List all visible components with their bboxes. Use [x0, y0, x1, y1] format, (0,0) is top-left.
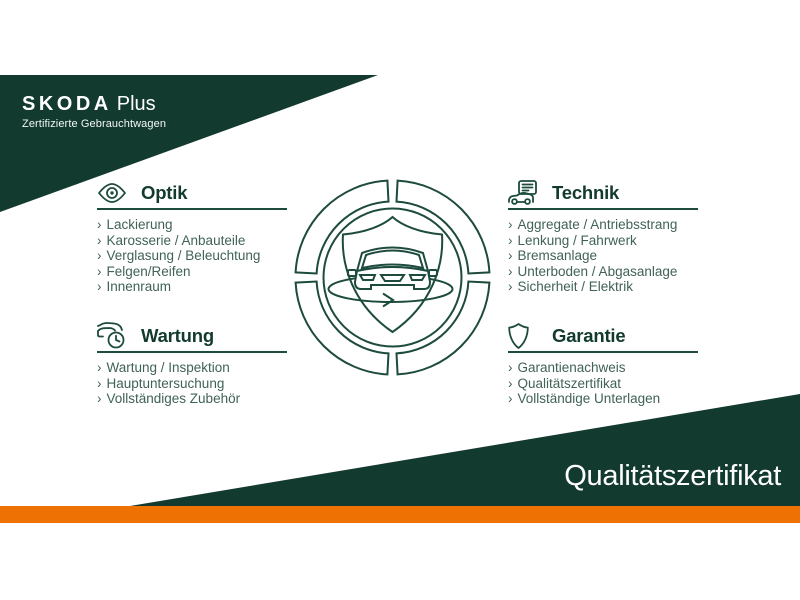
list-item-label: Lenkung / Fahrwerk: [517, 232, 637, 248]
section-item-list: [508, 217, 698, 295]
chevron-icon: ›: [508, 375, 513, 391]
list-item-label: Innenraum: [106, 279, 172, 294]
list-item-label: Garantienachweis: [517, 360, 626, 375]
chevron-icon: ›: [97, 232, 102, 248]
section-optik: [97, 180, 287, 295]
car-checklist-icon: [508, 180, 552, 206]
chevron-icon: ›: [97, 263, 102, 279]
section-divider: [97, 208, 287, 210]
list-item-label: Bremsanlage: [517, 248, 598, 263]
chevron-icon: ›: [508, 391, 513, 406]
chevron-icon: ›: [508, 232, 513, 248]
footer-orange-bar: [0, 506, 800, 523]
section-optik-header: [97, 180, 287, 206]
section-item-list: [97, 360, 287, 407]
section-divider: [97, 351, 287, 353]
chevron-icon: ›: [97, 375, 102, 391]
section-title: Wartung: [141, 325, 214, 346]
section-title: Technik: [552, 182, 620, 203]
list-item: [97, 376, 287, 392]
section-item-list: [97, 217, 287, 295]
car-shield-rotation-emblem: [290, 172, 495, 378]
section-item-list: [508, 360, 698, 407]
list-item: [508, 217, 698, 233]
list-item-label: Qualitätszertifikat: [517, 375, 622, 391]
section-wartung-header: [97, 323, 287, 349]
chevron-icon: ›: [97, 217, 102, 232]
list-item: [508, 248, 698, 264]
chevron-icon: ›: [97, 248, 102, 263]
section-title: Garantie: [552, 325, 626, 346]
list-item-label: Sicherheit / Elektrik: [517, 279, 634, 294]
list-item: [508, 376, 698, 392]
section-garantie-header: [508, 323, 698, 349]
chevron-icon: ›: [508, 248, 513, 263]
brand-name: SKODA: [22, 93, 112, 115]
footer-title: Qualitätszertifikat: [564, 460, 781, 492]
chevron-icon: ›: [97, 360, 102, 375]
list-item-label: Karosserie / Anbauteile: [106, 232, 246, 248]
brand-tagline: Zertifizierte Gebrauchtwagen: [22, 118, 167, 130]
brand-wordmark: [22, 93, 166, 116]
list-item-label: Aggregate / Antriebsstrang: [517, 217, 678, 232]
list-item: [97, 248, 287, 264]
chevron-icon: ›: [508, 279, 513, 294]
section-divider: [508, 208, 698, 210]
section-title: Optik: [141, 182, 188, 203]
list-item: [97, 233, 287, 249]
list-item-label: Hauptuntersuchung: [106, 375, 225, 391]
list-item: [508, 279, 698, 295]
section-wartung: [97, 323, 287, 407]
car-clock-icon: [97, 322, 141, 350]
brand-suffix: Plus: [116, 93, 156, 115]
chevron-icon: ›: [97, 391, 102, 406]
chevron-icon: ›: [508, 217, 513, 232]
list-item-label: Unterboden / Abgasanlage: [517, 263, 678, 279]
list-item-label: Felgen/Reifen: [106, 263, 191, 279]
list-item: [97, 360, 287, 376]
section-divider: [508, 351, 698, 353]
chevron-icon: ›: [508, 360, 513, 375]
shield-icon: [508, 323, 552, 349]
list-item: [97, 391, 287, 407]
chevron-icon: ›: [508, 263, 513, 279]
list-item-label: Lackierung: [106, 217, 173, 232]
eye-icon: [97, 182, 141, 204]
section-technik-header: [508, 180, 698, 206]
list-item: [508, 360, 698, 376]
list-item: [97, 279, 287, 295]
car-front-graphic: [348, 248, 437, 290]
list-item: [508, 264, 698, 280]
list-item: [508, 233, 698, 249]
list-item-label: Vollständiges Zubehör: [106, 391, 241, 406]
list-item: [97, 264, 287, 280]
list-item: [97, 217, 287, 233]
list-item: [508, 391, 698, 407]
list-item-label: Verglasung / Beleuchtung: [106, 248, 261, 263]
section-technik: [508, 180, 698, 295]
chevron-icon: ›: [97, 279, 102, 294]
section-garantie: [508, 323, 698, 407]
list-item-label: Vollständige Unterlagen: [517, 391, 661, 406]
brand-logo: [22, 93, 166, 130]
list-item-label: Wartung / Inspektion: [106, 360, 230, 375]
